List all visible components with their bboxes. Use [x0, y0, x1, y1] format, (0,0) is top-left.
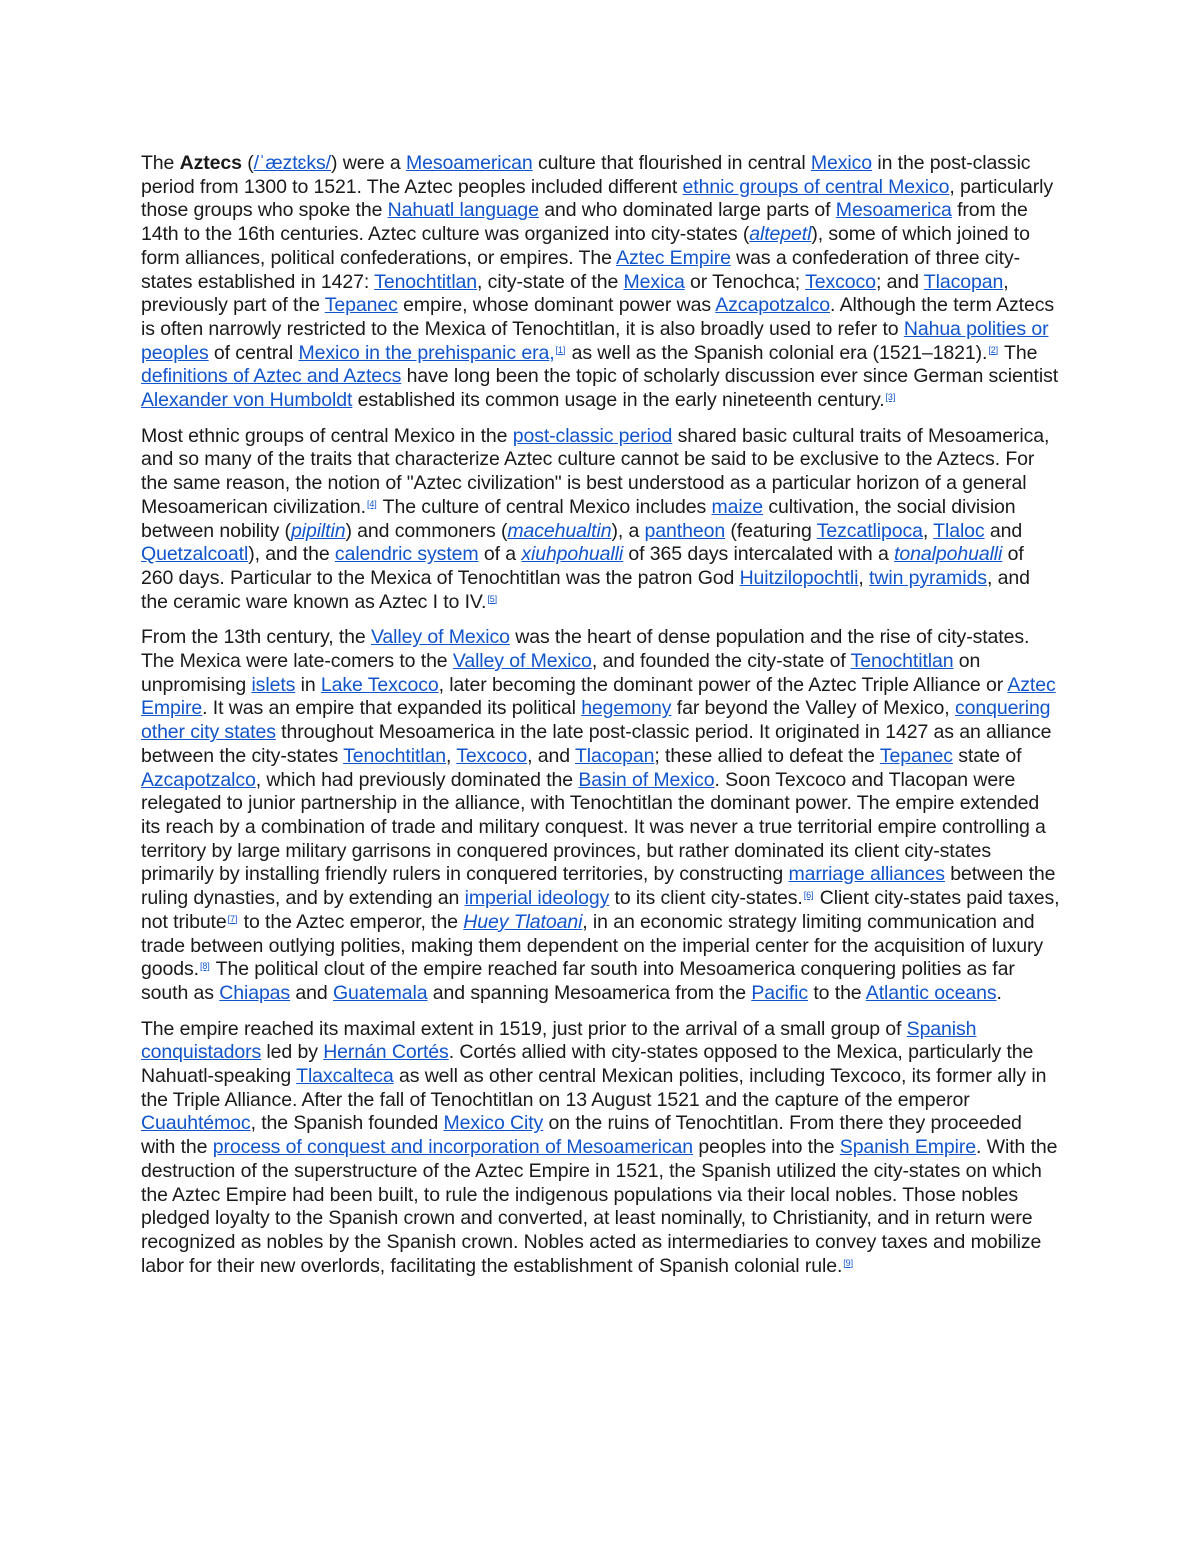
text-run: peoples into the: [693, 1136, 840, 1159]
inline-link[interactable]: pantheon: [644, 519, 726, 542]
inline-link[interactable]: definitions of Aztec and Aztecs: [141, 365, 402, 388]
inline-link[interactable]: Valley of Mexico: [370, 626, 510, 649]
inline-link[interactable]: Cuauhtémoc: [141, 1112, 251, 1135]
inline-link[interactable]: Tlaxcalteca: [296, 1065, 394, 1088]
text-run: established its common usage in the early nineteenth century.: [352, 389, 885, 412]
citation-link[interactable]: [8]: [199, 961, 210, 972]
text-run: empire, whose dominant power was: [397, 294, 716, 317]
text-run: From the 13th century, the: [141, 626, 371, 649]
text-run: in the post-classic period from 1300 to 1521. The Aztec peoples included different: [141, 152, 1031, 198]
inline-link[interactable]: altepetl: [749, 223, 812, 246]
inline-link[interactable]: Spanish conquistadors: [141, 1017, 977, 1064]
text-run: , city-state of the: [477, 270, 624, 293]
inline-link[interactable]: Nahuatl language: [387, 199, 539, 222]
inline-link[interactable]: tonalpohualli: [894, 543, 1003, 566]
text-run: . With the destruction of the superstructure of the Aztec Empire in 1521, the Spanish utilized the city-states on which the Aztec Empire had been built, to rule the indigenous populations via their local nobles. Those nobles pledged loyalty to the Spanish crown and converted, at least nominally, to Christianity, and in return were recognized as nobles by the Spanish crown. Nobles acted as intermediaries to convey taxes and mobilize labor for their new overlords, facilitating the establishment of Spanish colonial rule.: [141, 1136, 1058, 1277]
inline-link[interactable]: /ˈæztɛks/: [253, 152, 331, 174]
inline-link[interactable]: Lake Texcoco: [320, 673, 439, 696]
text-run: ) were a: [331, 152, 406, 174]
text-run: of central: [208, 341, 299, 364]
inline-link[interactable]: macehualtin: [507, 519, 612, 542]
inline-link[interactable]: Tlacopan: [574, 744, 655, 767]
text-run: ), and the: [248, 543, 335, 566]
inline-link[interactable]: Mexica: [623, 270, 685, 293]
text-run: state of: [952, 744, 1022, 767]
text-run: was the heart of dense population and the rise of city-states. The Mexica were late-comers to the: [141, 626, 1030, 673]
inline-link[interactable]: Huitzilopochtli: [739, 566, 859, 589]
text-run: cultivation, the social division between nobility (: [141, 495, 1016, 542]
text-run: and who dominated large parts of: [538, 199, 836, 222]
inline-link[interactable]: pipiltin: [290, 519, 346, 542]
inline-link[interactable]: Alexander von Humboldt: [141, 389, 353, 412]
text-run: led by: [261, 1041, 324, 1064]
text-run: , later becoming the dominant power of the Aztec Triple Alliance or: [438, 673, 1008, 696]
inline-link[interactable]: Texcoco: [805, 270, 876, 293]
inline-link[interactable]: calendric system: [334, 543, 479, 566]
inline-link[interactable]: Tepanec: [324, 294, 398, 317]
text-run: (featuring: [725, 519, 817, 542]
inline-link[interactable]: process of conquest and incorporation of Mesoamerican: [212, 1136, 694, 1159]
inline-link[interactable]: Tenochtitlan: [850, 650, 954, 673]
inline-link[interactable]: Tepanec: [879, 744, 953, 767]
text-run: culture that flourished in central: [532, 152, 811, 174]
text-run: of 260 days. Particular to the Mexica of Tenochtitlan was the patron God: [141, 543, 1024, 589]
inline-link[interactable]: Texcoco: [456, 744, 528, 767]
text-run: ; these allied to defeat the: [654, 744, 880, 767]
inline-link[interactable]: Tlaloc: [933, 519, 985, 542]
inline-link[interactable]: Nahua polities or peoples: [141, 317, 1049, 364]
inline-link[interactable]: ,: [549, 341, 555, 364]
text-run: The political clout of the empire reached far south into Mesoamerica conquering polities as far south as: [141, 958, 1015, 1004]
text-run: , the Spanish founded: [250, 1112, 444, 1135]
text-run: ; and: [875, 270, 924, 293]
inline-link[interactable]: Basin of Mexico: [578, 768, 715, 791]
text-run: ,: [922, 519, 934, 542]
inline-link[interactable]: Tezcatlipoca: [816, 519, 923, 542]
inline-link[interactable]: Hernán Cortés: [323, 1041, 449, 1064]
inline-link[interactable]: Guatemala: [332, 981, 428, 1004]
text-run: , particularly those groups who spoke the: [141, 175, 1054, 222]
text-run: . Although the term Aztecs is often narrowly restricted to the Mexica of Tenochtitlan, it is also broadly used to refer to: [141, 294, 1054, 340]
inline-link[interactable]: Atlantic oceans: [865, 981, 997, 1004]
text-run: far beyond the Valley of Mexico,: [671, 697, 955, 720]
inline-link[interactable]: Aztec Empire: [616, 246, 731, 269]
text-run: was a confederation of three city-states established in 1427:: [141, 246, 1020, 293]
inline-link[interactable]: Tenochtitlan: [343, 744, 446, 767]
inline-link[interactable]: Quetzalcoatl: [141, 543, 249, 566]
inline-link[interactable]: Pacific: [751, 981, 809, 1004]
bold-term: Aztecs: [179, 152, 242, 174]
text-run: The empire reached its maximal extent in 1519, just prior to the arrival of a small group of: [141, 1017, 907, 1040]
text-run: . Cortés allied with city-states opposed to the Mexica, particularly the Nahuatl-speaking: [141, 1041, 1034, 1088]
text-run: Client city-states paid taxes, not tribute: [141, 887, 1060, 933]
citation-link[interactable]: [7]: [227, 913, 238, 924]
text-run: , in an economic strategy limiting communication and trade between outlying polities, making them dependent on the imperial center for the acquisition of luxury goods.: [141, 910, 1044, 981]
text-run: The: [999, 341, 1038, 364]
inline-link[interactable]: Azcapotzalco: [141, 768, 256, 791]
text-run: between the ruling dynasties, and by extending an: [141, 863, 1056, 910]
inline-link[interactable]: imperial ideology: [464, 887, 610, 910]
text-run: from the 14th to the 16th centuries. Aztec culture was organized into city-states (: [141, 199, 1028, 246]
text-run: of a: [478, 543, 522, 566]
citation-link[interactable]: [6]: [803, 890, 814, 901]
inline-link[interactable]: Azcapotzalco: [715, 294, 831, 317]
inline-link[interactable]: Valley of Mexico: [452, 650, 592, 673]
inline-link[interactable]: Mesoamerica: [835, 199, 952, 222]
inline-link[interactable]: Mesoamerican: [405, 152, 533, 174]
text-run: ) and commoners (: [345, 519, 508, 542]
inline-link[interactable]: Spanish Empire: [839, 1136, 977, 1159]
text-run: to its client city-states.: [609, 887, 803, 910]
paragraph: [141, 1018, 1061, 1279]
text-run: ), some of which joined to form alliances, political confederations, or empires. The: [141, 223, 1030, 269]
text-run: . It was an empire that expanded its political: [202, 697, 582, 720]
text-run: ,: [445, 744, 457, 767]
inline-link[interactable]: post-classic period: [512, 424, 673, 447]
citation-link[interactable]: [5]: [487, 593, 498, 604]
inline-link[interactable]: islets: [251, 673, 296, 696]
inline-link[interactable]: xiuhpohualli: [521, 543, 624, 566]
text-run: on the ruins of Tenochtitlan. From there they proceeded with the: [141, 1112, 1022, 1159]
inline-link[interactable]: Tlacopan: [923, 270, 1004, 293]
citation-link[interactable]: [2]: [988, 344, 999, 355]
text-run: to the: [808, 981, 866, 1004]
inline-link[interactable]: Aztec Empire: [141, 673, 1056, 720]
inline-link[interactable]: Tenochtitlan: [374, 270, 478, 293]
inline-link[interactable]: twin pyramids: [869, 566, 987, 589]
inline-link[interactable]: maize: [711, 495, 764, 518]
document-page: [141, 152, 1061, 1290]
citation-link[interactable]: [3]: [885, 392, 896, 403]
text-run: shared basic cultural traits of Mesoamerica, and so many of the traits that characterize Aztec culture cannot be said to be exclusive to the Aztecs. For the same reason, the notion of "Aztec civilization" is best understood as a particular horizon of a general Mesoamerican civilization.: [141, 424, 1050, 518]
text-run: The culture of central Mexico includes: [377, 495, 712, 518]
inline-link[interactable]: Mexico: [810, 152, 873, 174]
paragraph: [141, 626, 1061, 1005]
text-run: of 365 days intercalated with a: [623, 543, 895, 566]
text-run: to the Aztec emperor, the: [238, 910, 464, 933]
text-run: , and: [527, 744, 575, 767]
text-run: , previously part of the: [141, 270, 1009, 317]
inline-link[interactable]: Huey Tlatoani: [463, 910, 583, 933]
text-run: The: [141, 152, 180, 174]
citation-link[interactable]: [4]: [366, 498, 377, 509]
text-run: throughout Mesoamerica in the late post-classic period. It originated in 1427 as an alliance between the city-states: [141, 721, 1052, 767]
text-run: (: [241, 152, 254, 174]
text-run: as well as other central Mexican polities, including Texcoco, its former ally in the Triple Alliance. After the fall of Tenochtitlan on 13 August 1521 and the capture of the emperor: [141, 1065, 1047, 1111]
text-run: or Tenochca;: [684, 270, 806, 293]
citation-link[interactable]: [9]: [843, 1257, 853, 1268]
inline-link[interactable]: Mexico City: [443, 1112, 544, 1135]
text-run: , and the ceramic ware known as Aztec I to IV.: [141, 566, 1030, 613]
text-run: on unpromising: [141, 650, 981, 696]
text-run: and spanning Mesoamerica from the: [427, 981, 752, 1004]
paragraph: [141, 152, 1061, 413]
text-run: and: [984, 519, 1023, 542]
text-run: as well as the Spanish colonial era (1521–1821).: [566, 341, 988, 364]
inline-link[interactable]: conquering other city states: [141, 697, 1051, 744]
text-run: have long been the topic of scholarly discussion ever since German scientist: [401, 365, 1059, 388]
text-run: , which had previously dominated the: [255, 768, 579, 791]
text-run: . Soon Texcoco and Tlacopan were relegated to junior partnership in the alliance, with Tenochtitlan the dominant power. The empire extended its reach by a combination of trade and military conquest. It was never a true territorial empire controlling a territory by large military garrisons in conquered provinces, but rather dominated its client city-states primarily by installing friendly rulers in conquered territories, by constructing: [141, 768, 1046, 886]
citation-link[interactable]: [1]: [555, 344, 566, 355]
text-run: , and founded the city-state of: [591, 650, 851, 673]
text-run: Most ethnic groups of central Mexico in the: [141, 424, 513, 447]
paragraph: [141, 425, 1061, 615]
inline-link[interactable]: Chiapas: [219, 981, 291, 1004]
inline-link[interactable]: Mexico in the prehispanic era: [298, 341, 550, 364]
text-run: and: [290, 981, 333, 1004]
text-run: ), a: [611, 519, 645, 542]
text-run: .: [996, 981, 1002, 1004]
text-run: ,: [858, 566, 870, 589]
inline-link[interactable]: marriage alliances: [788, 863, 945, 886]
inline-link[interactable]: ethnic groups of central Mexico: [682, 175, 950, 198]
inline-link[interactable]: hegemony: [581, 697, 672, 720]
text-run: in: [295, 673, 321, 696]
